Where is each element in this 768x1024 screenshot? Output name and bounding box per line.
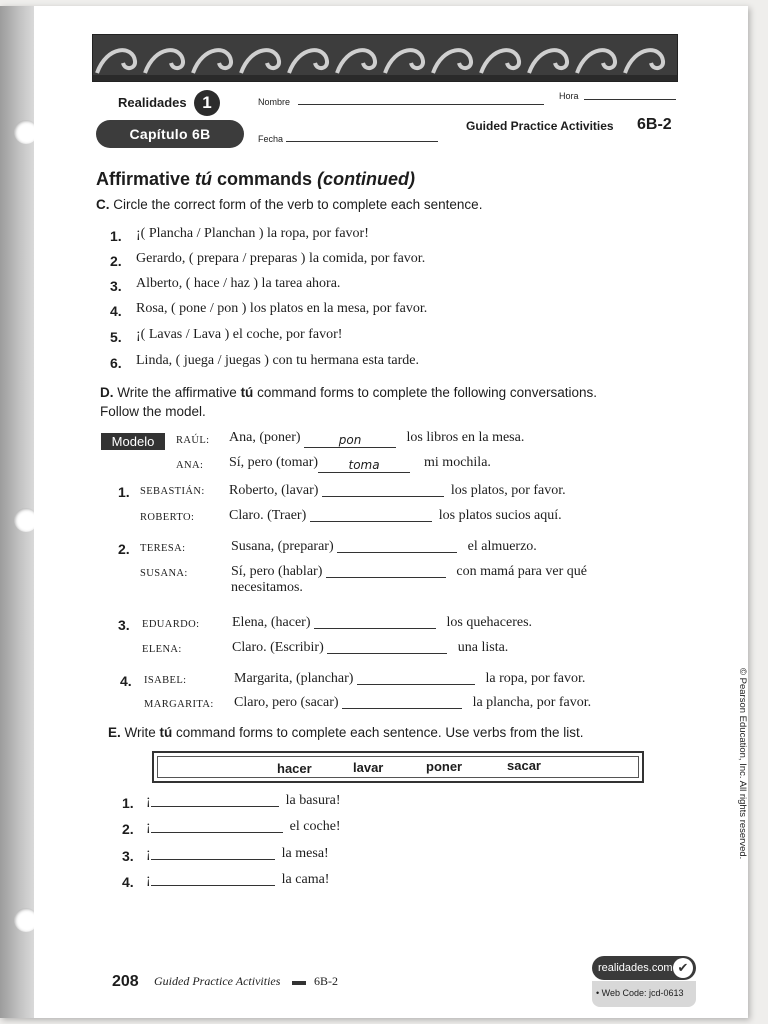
hora-field[interactable] [584, 99, 676, 100]
book-name: Realidades [118, 95, 187, 110]
page-number: 208 [112, 973, 139, 990]
part-c-item[interactable]: Alberto, ( hace / haz ) la tarea ahora. [136, 276, 341, 291]
answer-blank[interactable] [327, 639, 447, 654]
conversation-number: 3. [118, 617, 130, 633]
conversation-line-continuation: necesitamos. [231, 580, 303, 595]
answer-blank[interactable] [322, 482, 444, 497]
part-e-item: ¡ la cama! [146, 872, 330, 887]
conversation-number: 4. [120, 673, 132, 689]
speaker-label: EDUARDO: [142, 619, 200, 630]
modelo-badge: Modelo [101, 433, 165, 450]
chapter-pill: Capítulo 6B [96, 120, 244, 148]
part-c-item-number: 3. [110, 278, 122, 294]
section-title: Affirmative tú commands (continued) [96, 169, 416, 189]
part-c-item[interactable]: Rosa, ( pone / pon ) los platos en la mesa, por favor. [136, 301, 428, 316]
footer-book-section: Guided Practice Activities [154, 974, 281, 988]
verb-option: sacar [507, 758, 541, 773]
wave-pattern-graphic [93, 35, 677, 81]
part-e-item: ¡ la basura! [146, 793, 341, 808]
part-c-item[interactable]: ¡( Lavas / Lava ) el coche, por favor! [136, 327, 343, 342]
conversation-line: Susana, (preparar) el almuerzo. [231, 539, 537, 554]
activity-title: Guided Practice Activities [466, 119, 614, 133]
speaker-label: SUSANA: [140, 568, 188, 579]
speaker-label: ANA: [176, 460, 204, 471]
speaker-label: ISABEL: [144, 675, 187, 686]
conversation-line: Claro. (Escribir) una lista. [232, 640, 509, 655]
answer-blank[interactable] [357, 670, 475, 685]
conversation-line: Claro. (Traer) los platos sucios aquí. [229, 508, 562, 523]
book-level-badge: 1 [194, 90, 220, 116]
speaker-label: ELENA: [142, 644, 182, 655]
part-c-instruction: C. Circle the correct form of the verb to complete each sentence. [96, 197, 483, 212]
verb-list-inner-border [157, 756, 639, 778]
verb-list-box [152, 751, 644, 783]
nombre-label: Nombre [258, 97, 291, 107]
conversation-line: Claro, pero (sacar) la plancha, por favor. [234, 695, 592, 710]
modelo-line: Ana, (poner) pon los libros en la mesa. [229, 430, 525, 447]
answer-blank[interactable] [310, 507, 432, 522]
verb-option: poner [426, 759, 463, 774]
answer-blank[interactable] [314, 614, 436, 629]
conversation-line: Sí, pero (hablar) con mamá para ver qué [231, 564, 587, 579]
part-e-instruction: E. Write tú command forms to complete each sentence. Use verbs from the list. [108, 725, 584, 740]
nombre-field[interactable] [298, 104, 544, 105]
conversation-number: 1. [118, 484, 130, 500]
part-e-item: ¡ la mesa! [146, 846, 329, 861]
part-c-item-number: 6. [110, 355, 122, 371]
activity-number: 6B-2 [637, 116, 672, 133]
conversation-line: Margarita, (planchar) la ropa, por favor. [234, 671, 586, 686]
part-c-item-number: 4. [110, 303, 122, 319]
conversation-line: Roberto, (lavar) los platos, por favor. [229, 483, 566, 498]
part-e-item-number: 2. [122, 821, 134, 837]
answer-blank[interactable] [342, 694, 462, 709]
fecha-field[interactable] [286, 141, 438, 142]
speaker-label: SEBASTIÁN: [140, 486, 205, 497]
answer-blank[interactable] [151, 845, 275, 860]
wave-banner [92, 34, 678, 82]
modelo-answer: toma [318, 458, 410, 473]
verb-option: lavar [353, 760, 384, 775]
speaker-label: TERESA: [140, 543, 186, 554]
part-c-item-number: 5. [110, 329, 122, 345]
copyright-notice: © Pearson Education, Inc. All rights reserved. [737, 668, 748, 860]
part-c-item-number: 1. [110, 228, 122, 244]
answer-blank[interactable] [151, 792, 279, 807]
part-d-instruction-line2: Follow the model. [100, 404, 206, 419]
conversation-number: 2. [118, 541, 130, 557]
answer-blank[interactable] [337, 538, 457, 553]
part-c-item[interactable]: Gerardo, ( prepara / preparas ) la comida, por favor. [136, 251, 426, 266]
conversation-line: Elena, (hacer) los quehaceres. [232, 615, 533, 630]
fecha-label: Fecha [258, 134, 284, 144]
checkmark-icon: ✔ [673, 958, 693, 978]
speaker-label: ROBERTO: [140, 512, 195, 523]
speaker-label: RAÚL: [176, 435, 210, 446]
answer-blank[interactable] [326, 563, 446, 578]
verb-option: hacer [277, 761, 312, 776]
modelo-line: Sí, pero (tomar) toma mi mochila. [229, 455, 491, 472]
website-link[interactable]: realidades.com [598, 962, 673, 974]
footer-code: 6B-2 [314, 974, 338, 988]
footer-dash [292, 981, 306, 985]
part-e-item-number: 1. [122, 795, 134, 811]
part-c-item-number: 2. [110, 253, 122, 269]
part-d-instruction: D. Write the affirmative tú command forms to complete the following conversations. [100, 385, 597, 400]
answer-blank[interactable] [151, 818, 283, 833]
part-e-item: ¡ el coche! [146, 819, 341, 834]
web-code: • Web Code: jcd-0613 [596, 988, 684, 998]
hora-label: Hora [559, 91, 579, 101]
part-c-item[interactable]: Linda, ( juega / juegas ) con tu hermana esta tarde. [136, 353, 419, 368]
answer-blank[interactable] [151, 871, 275, 886]
part-e-item-number: 4. [122, 874, 134, 890]
part-e-item-number: 3. [122, 848, 134, 864]
part-c-item[interactable]: ¡( Plancha / Planchan ) la ropa, por favor! [136, 226, 369, 241]
speaker-label: MARGARITA: [144, 699, 214, 710]
modelo-answer: pon [304, 433, 396, 448]
